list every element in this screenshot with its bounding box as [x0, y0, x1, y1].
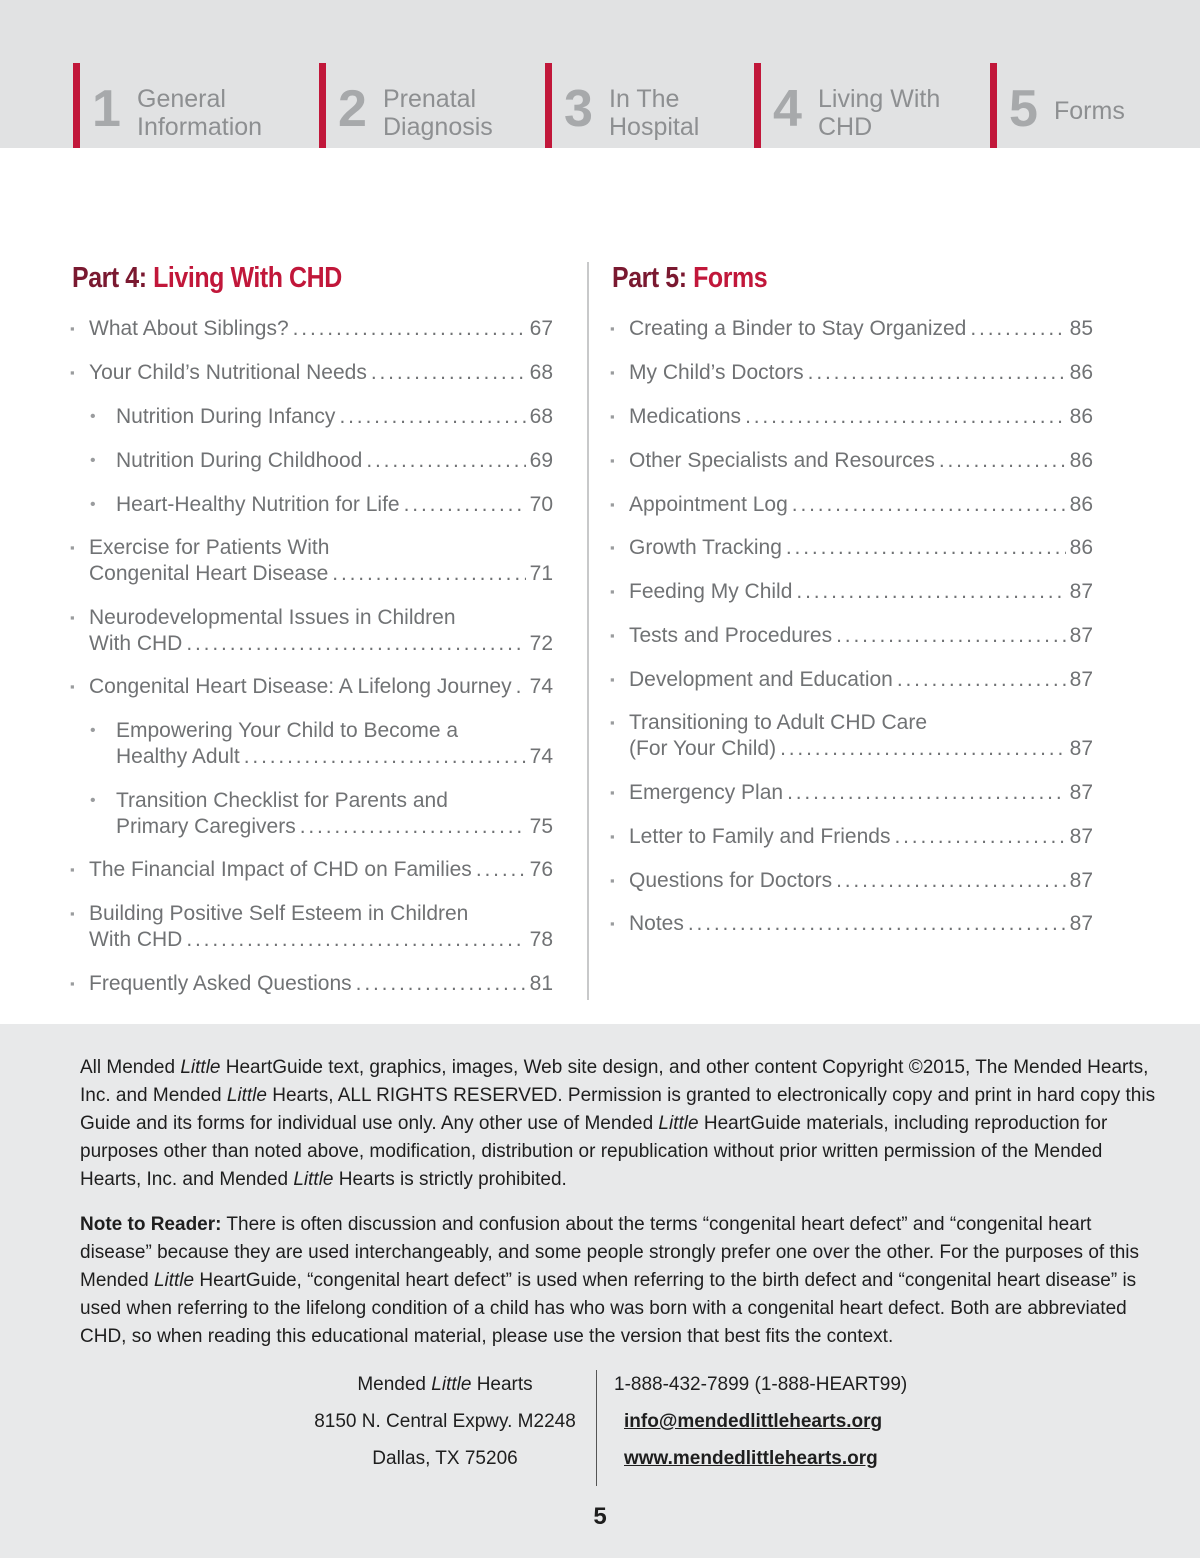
- website-link[interactable]: www.mendedlittlehearts.org: [624, 1448, 878, 1469]
- toc-page-number: 67: [529, 317, 553, 340]
- toc-entry-title: The Financial Impact of CHD on Families: [89, 858, 472, 881]
- square-bullet-icon: ▪: [610, 453, 615, 468]
- toc-page-number: 87: [1069, 668, 1093, 691]
- toc-entry-line: [116, 744, 553, 770]
- square-bullet-icon: ▪: [70, 321, 75, 336]
- dot-leader: [939, 448, 1066, 474]
- round-bullet-icon: •: [90, 792, 96, 809]
- toc-entry-line: [629, 911, 1093, 937]
- toc-entry-title: Development and Education: [629, 668, 893, 691]
- square-bullet-icon: ▪: [610, 916, 615, 931]
- toc-entry-title: Feeding My Child: [629, 580, 793, 603]
- column-divider: [587, 262, 589, 1000]
- nav-label-line1: Living With: [818, 85, 941, 113]
- toc-entry-line: [629, 736, 1093, 762]
- toc-page-number: 74: [529, 745, 553, 768]
- toc-entry-title: My Child’s Doctors: [629, 361, 804, 384]
- toc-entry-line: [89, 631, 553, 657]
- toc-entry-title: Growth Tracking: [629, 536, 782, 559]
- toc-page-number: 86: [1069, 361, 1093, 384]
- part4-toc-entry[interactable]: [70, 605, 553, 657]
- toc-entry-title: Appointment Log: [629, 493, 788, 516]
- paragraph-text: HeartGuide text, graphics, images, Web site design, and other content Copyright ©2015, The Mended Hearts, Inc. and Mended: [80, 1057, 1149, 1106]
- dot-leader: [894, 824, 1065, 850]
- part5-toc-entry[interactable]: [610, 667, 1093, 693]
- dot-leader: [808, 360, 1066, 386]
- part5-toc-entry[interactable]: [610, 448, 1093, 474]
- toc-page-number: 86: [1069, 536, 1093, 559]
- toc-entry-line: [89, 316, 553, 342]
- part4-toc-entry[interactable]: [90, 718, 553, 770]
- nav-accent-bar: [754, 63, 761, 148]
- part4-toc-entry[interactable]: [90, 404, 553, 430]
- dot-leader: [371, 360, 526, 386]
- paragraph-text: There is often discussion and confusion about the terms “congenital heart defect” and “congenital heart disease” because they are used interchangeably, and some people strongly prefer one over the other. For the purposes of this Mended: [80, 1214, 1140, 1291]
- toc-page-number: 87: [1069, 912, 1093, 935]
- toc-entry-line: [89, 971, 553, 997]
- email-link[interactable]: info@mendedlittlehearts.org: [624, 1411, 883, 1432]
- toc-page-number: 75: [529, 815, 553, 838]
- italic-text: Little: [293, 1169, 334, 1190]
- paragraph-text: HeartGuide, “congenital heart defect” is used when referring to the birth defect and “congenital heart disease” is used when referring to the lifelong condition of a child has who was born with a congenital heart defect. Both are abbreviated CHD, so when reading this educational material, please use the version that best fits the context.: [80, 1270, 1137, 1347]
- square-bullet-icon: ▪: [610, 873, 615, 888]
- nav-accent-bar: [319, 63, 326, 148]
- toc-entry-line: [116, 814, 553, 840]
- nav-accent-bar: [545, 63, 552, 148]
- toc-entry-title: Letter to Family and Friends: [629, 825, 891, 848]
- part4-prefix: Part 4:: [72, 262, 154, 294]
- part4-toc-entry[interactable]: [70, 971, 553, 997]
- square-bullet-icon: ▪: [610, 409, 615, 424]
- toc-entry-title: Transition Checklist for Parents and: [116, 789, 448, 812]
- toc-entry-line: [629, 360, 1093, 386]
- toc-entry-line: [629, 492, 1093, 518]
- part4-toc-entry[interactable]: [70, 535, 553, 587]
- contact-details: [614, 1366, 907, 1477]
- toc-entry-line: [89, 674, 553, 700]
- toc-entry-line: [89, 561, 553, 587]
- part5-toc-entry[interactable]: [610, 316, 1093, 342]
- part4-toc-entry[interactable]: [90, 492, 553, 518]
- toc-page-number: 69: [529, 449, 553, 472]
- toc-entry-title: Healthy Adult: [116, 745, 240, 768]
- toc-page-number: 87: [1069, 737, 1093, 760]
- part5-toc-entry[interactable]: [610, 535, 1093, 561]
- square-bullet-icon: ▪: [610, 497, 615, 512]
- toc-entry-line: [116, 448, 553, 474]
- part4-toc-entry[interactable]: [70, 360, 553, 386]
- toc-entry-line: [629, 623, 1093, 649]
- toc-entry-line: [116, 404, 553, 430]
- address-line-2: Dallas, TX 75206: [372, 1448, 518, 1469]
- nav-label: [818, 85, 940, 141]
- square-bullet-icon: ▪: [70, 610, 75, 625]
- note-to-reader: [80, 1211, 1160, 1351]
- square-bullet-icon: ▪: [610, 715, 615, 730]
- part4-heading: [72, 262, 342, 295]
- nav-number: 5: [1009, 80, 1038, 138]
- dot-leader: [186, 631, 525, 657]
- part5-toc-entry[interactable]: [610, 492, 1093, 518]
- round-bullet-icon: •: [90, 452, 96, 469]
- toc-page-number: 86: [1069, 449, 1093, 472]
- toc-entry-line: [89, 901, 553, 927]
- paragraph-text: All Mended: [80, 1057, 181, 1078]
- dot-leader: [780, 736, 1066, 762]
- toc-entry-line: [89, 360, 553, 386]
- dot-leader: [356, 971, 526, 997]
- dot-leader: [897, 667, 1066, 693]
- nav-number: 3: [564, 80, 593, 138]
- square-bullet-icon: ▪: [610, 829, 615, 844]
- dot-leader: [970, 316, 1065, 342]
- org-name-italic: Little: [431, 1374, 472, 1395]
- toc-entry-title: Neurodevelopmental Issues in Children: [89, 606, 456, 629]
- copyright-notice: [80, 1054, 1160, 1194]
- nav-number: 1: [92, 80, 121, 138]
- toc-entry-title: Medications: [629, 405, 742, 428]
- toc-page-number: 87: [1069, 869, 1093, 892]
- dot-leader: [787, 780, 1066, 806]
- dot-leader: [796, 579, 1065, 605]
- dot-leader: [688, 911, 1066, 937]
- part4-title: Living With CHD: [153, 262, 342, 294]
- toc-entry-title: Nutrition During Childhood: [116, 449, 363, 472]
- part4-toc-entry[interactable]: [70, 674, 553, 700]
- dot-leader: [792, 492, 1066, 518]
- toc-entry-line: [89, 857, 553, 883]
- toc-page-number: 68: [529, 361, 553, 384]
- part5-toc-entry[interactable]: [610, 911, 1093, 937]
- toc-entry-line: [116, 788, 553, 814]
- dot-leader: [339, 404, 525, 430]
- nav-accent-bar: [990, 63, 997, 148]
- square-bullet-icon: ▪: [70, 906, 75, 921]
- toc-page-number: 87: [1069, 825, 1093, 848]
- address-line-1: 8150 N. Central Expwy. M2248: [314, 1411, 576, 1432]
- square-bullet-icon: ▪: [610, 365, 615, 380]
- nav-label-line2: Information: [137, 113, 263, 141]
- toc-page-number: 87: [1069, 624, 1093, 647]
- dot-leader: [332, 561, 525, 587]
- dot-leader: [836, 623, 1066, 649]
- toc-entry-title: Empowering Your Child to Become a: [116, 719, 459, 742]
- toc-entry-line: [629, 404, 1093, 430]
- toc-entry-title: Congenital Heart Disease: A Lifelong Journey: [89, 675, 512, 698]
- part4-toc-entry[interactable]: [70, 316, 553, 342]
- toc-entry-title: (For Your Child): [629, 737, 777, 760]
- nav-label-line1: Forms: [1054, 97, 1125, 125]
- toc-entry-title: What About Siblings?: [89, 317, 289, 340]
- nav-label-line2: Hospital: [609, 113, 700, 141]
- toc-page-number: 70: [529, 493, 553, 516]
- toc-entry-title: Questions for Doctors: [629, 869, 833, 892]
- part4-toc-entry[interactable]: [90, 788, 553, 840]
- italic-text: Little: [658, 1113, 699, 1134]
- round-bullet-icon: •: [90, 408, 96, 425]
- phone-number: 1-888-432-7899 (1-888-HEART99): [614, 1374, 908, 1395]
- square-bullet-icon: ▪: [610, 321, 615, 336]
- part5-title: Forms: [693, 262, 768, 294]
- dot-leader: [404, 492, 526, 518]
- toc-page-number: 87: [1069, 781, 1093, 804]
- italic-text: Little: [226, 1085, 267, 1106]
- nav-label-line1: In The: [609, 85, 680, 113]
- round-bullet-icon: •: [90, 496, 96, 513]
- square-bullet-icon: ▪: [610, 584, 615, 599]
- toc-entry-title: Nutrition During Infancy: [116, 405, 336, 428]
- round-bullet-icon: •: [90, 722, 96, 739]
- part5-toc-entry[interactable]: [610, 623, 1093, 649]
- toc-page-number: 86: [1069, 493, 1093, 516]
- toc-page-number: 87: [1069, 580, 1093, 603]
- toc-entry-title: Primary Caregivers: [116, 815, 296, 838]
- toc-page-number: 71: [529, 562, 553, 585]
- toc-page-number: 78: [529, 928, 553, 951]
- note-label: Note to Reader:: [80, 1214, 222, 1235]
- part5-heading: [612, 262, 767, 295]
- toc-entry-title: Emergency Plan: [629, 781, 784, 804]
- toc-entry-line: [629, 710, 1093, 736]
- toc-entry-title: Building Positive Self Esteem in Children: [89, 902, 469, 925]
- part4-toc-entry[interactable]: [70, 857, 553, 883]
- section-nav-bar: [0, 0, 1200, 148]
- org-name-post: Hearts: [471, 1374, 533, 1395]
- toc-entry-title: Your Child’s Nutritional Needs: [89, 361, 367, 384]
- part5-toc-entry[interactable]: [610, 824, 1093, 850]
- dot-leader: [300, 814, 526, 840]
- square-bullet-icon: ▪: [610, 785, 615, 800]
- nav-label: [137, 85, 262, 141]
- toc-entry-title: Heart-Healthy Nutrition for Life: [116, 493, 400, 516]
- toc-page-number: 72: [529, 632, 553, 655]
- org-name: [300, 1366, 590, 1403]
- italic-text: Little: [180, 1057, 221, 1078]
- toc-page-number: 76: [529, 858, 553, 881]
- toc-entry-line: [629, 667, 1093, 693]
- toc-entry-title: Creating a Binder to Stay Organized: [629, 317, 967, 340]
- dot-leader: [786, 535, 1066, 561]
- toc-entry-line: [629, 868, 1093, 894]
- dot-leader: [516, 674, 526, 700]
- part5-toc-entry[interactable]: [610, 360, 1093, 386]
- nav-label-line2: Diagnosis: [383, 113, 493, 141]
- nav-number: 4: [773, 80, 802, 138]
- toc-entry-line: [116, 492, 553, 518]
- part4-toc-entry[interactable]: [90, 448, 553, 474]
- part5-toc-entry[interactable]: [610, 868, 1093, 894]
- square-bullet-icon: ▪: [70, 540, 75, 555]
- nav-label: [383, 85, 493, 141]
- page-number: 5: [593, 1503, 607, 1530]
- toc-page-number: 85: [1069, 317, 1093, 340]
- dot-leader: [476, 857, 526, 883]
- toc-entry-line: [89, 535, 553, 561]
- nav-label-line1: General: [137, 85, 226, 113]
- contact-address: [300, 1366, 590, 1477]
- nav-accent-bar: [73, 63, 80, 148]
- part5-toc-entry[interactable]: [610, 579, 1093, 605]
- part5-toc-entry[interactable]: [610, 780, 1093, 806]
- toc-entry-title: Congenital Heart Disease: [89, 562, 329, 585]
- toc-entry-title: Notes: [629, 912, 684, 935]
- toc-entry-line: [116, 718, 553, 744]
- toc-entry-line: [89, 605, 553, 631]
- square-bullet-icon: ▪: [610, 540, 615, 555]
- square-bullet-icon: ▪: [70, 862, 75, 877]
- dot-leader: [244, 744, 526, 770]
- paragraph-text: HeartGuide materials, including reproduction for purposes other than noted above, modification, distribution or republication without prior written permission of the Mended Hearts, Inc. and Mended: [80, 1113, 1108, 1190]
- toc-page-number: 81: [529, 972, 553, 995]
- toc-entry-line: [629, 316, 1093, 342]
- nav-label: [1054, 97, 1125, 125]
- dot-leader: [745, 404, 1066, 430]
- toc-page-number: 68: [529, 405, 553, 428]
- part5-toc-entry[interactable]: [610, 404, 1093, 430]
- toc-entry-title: Exercise for Patients With: [89, 536, 330, 559]
- contact-divider: [596, 1370, 597, 1486]
- square-bullet-icon: ▪: [70, 976, 75, 991]
- dot-leader: [293, 316, 526, 342]
- toc-entry-line: [629, 824, 1093, 850]
- toc-entry-title: Transitioning to Adult CHD Care: [629, 711, 928, 734]
- square-bullet-icon: ▪: [610, 628, 615, 643]
- toc-entry-line: [629, 535, 1093, 561]
- toc-entry-title: With CHD: [89, 928, 183, 951]
- toc-entry-title: Other Specialists and Resources: [629, 449, 935, 472]
- dot-leader: [366, 448, 525, 474]
- square-bullet-icon: ▪: [610, 672, 615, 687]
- paragraph-text: Hearts is strictly prohibited.: [333, 1169, 567, 1190]
- dot-leader: [836, 868, 1066, 894]
- nav-label: [609, 85, 699, 141]
- paragraph-text: Hearts, ALL RIGHTS RESERVED. Permission is granted to electronically copy and print in hard copy this Guide and its forms for individual use only. Any other use of Mended: [80, 1085, 1156, 1134]
- toc-entry-line: [629, 780, 1093, 806]
- toc-entry-line: [629, 448, 1093, 474]
- square-bullet-icon: ▪: [70, 365, 75, 380]
- nav-label-line1: Prenatal: [383, 85, 477, 113]
- dot-leader: [186, 927, 525, 953]
- nav-number: 2: [338, 80, 367, 138]
- toc-entry-line: [629, 579, 1093, 605]
- toc-entry-line: [89, 927, 553, 953]
- toc-entry-title: Frequently Asked Questions: [89, 972, 352, 995]
- nav-label-line2: CHD: [818, 113, 873, 141]
- toc-entry-title: Tests and Procedures: [629, 624, 833, 647]
- toc-entry-title: With CHD: [89, 632, 183, 655]
- part5-prefix: Part 5:: [612, 262, 694, 294]
- part4-toc-entry[interactable]: [70, 901, 553, 953]
- italic-text: Little: [153, 1270, 195, 1291]
- part5-toc-entry[interactable]: [610, 710, 1093, 762]
- square-bullet-icon: ▪: [70, 679, 75, 694]
- toc-page-number: 86: [1069, 405, 1093, 428]
- org-name-pre: Mended: [357, 1374, 432, 1395]
- toc-page-number: 74: [529, 675, 553, 698]
